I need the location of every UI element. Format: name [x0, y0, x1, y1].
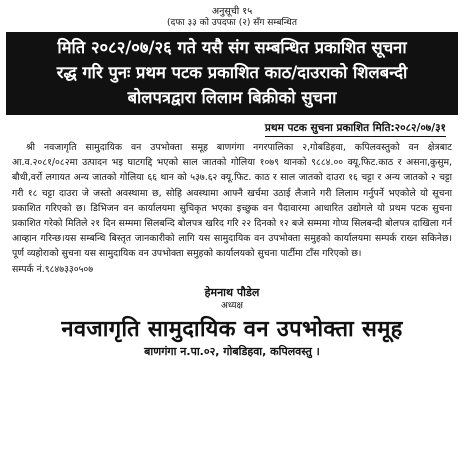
title-line-3: बोलपत्रद्वारा लिलाम बिक्रीको सुचना	[127, 88, 337, 107]
title-banner	[6, 32, 458, 115]
publication-date-heading: प्रथम पटक सुचना प्रकाशित मिति:२०८२/०७/३१	[265, 121, 446, 137]
title-line-2: रद्ध गरि पुनः प्रथम पटक प्रकाशित काठ/दाउराको शिलबन्दी	[56, 63, 408, 82]
subheading-row	[6, 121, 458, 137]
signer-name: हेमनाथ पौडेल	[204, 285, 260, 299]
organization-name: नवजागृति सामुदायिक वन उपभोक्ता समूह	[61, 316, 403, 342]
annex-label: अनुसूची १५	[211, 6, 253, 17]
title-line-1: मिति २०८२/०७/२६ गते यसै संग सम्बन्धित प्रकाशित सूचना	[57, 38, 407, 57]
contact-number: सम्पर्क नं.९८४७३३०५०७	[12, 263, 94, 275]
annex-subtitle: (दफा ३३ को उपदफा (२) सँग सम्बन्धित	[167, 18, 297, 28]
notice-body: श्री नवजागृति सामुदायिक वन उपभोक्ता समूह बाणगंगा नगरपालिका २,गोबडिहवा, कपिलवस्तुको वन क्षेत्रबाट आ.व.२०८१/०८२मा उत्पादन भइ घाटगद्दि भएको साल जातको गोलिया १०७९ थानको ९८८४.०० क्यू.फिट.काठ र असना,कुसुम, बौधी,वर्रो लगायत अन्य जातको गोलिया ६६ थान को ५३७.६२ क्यू.फिट. काठ र साल जातको दाउरा १६ चट्टा र अन्य जातको २ चट्टा गरी १८ चट्टा दाउरा जे जस्तो अवस्थामा छ, सोहि अवस्थामा आफ्नै खर्चमा उठाई लैजाने गरी लिलाम गर्नुपर्ने भएकोले यो सूचना प्रकाशित गरिएको छ। डिभिजन वन कार्यालयमा सुचिकृत भएका इच्छुक वन पैदावारमा आधारित उद्योगले यो प्रथम पटक सुचना प्रकाशित गरेको मितिले २१ दिन सम्ममा सिलबन्दि बोलपत्र खरिद गरि २२ दिनको १२ बजे सम्ममा गोप्य सिलबन्दी बोलपत्र दाखिला गर्न आव्हान गरिन्छ।यस सम्बन्धि बिस्तृत जानकारीको लागि यस सामुदायिक वन उपभोक्ता समुहको कार्यालयमा सम्पर्क राख्न सकिनेछ। पूर्ण व्यहोराको सुचना यस सामुदायिक वन उपभोक्ता समुहको कार्यालयको सुचना पार्टीमा टाँस गरिएको छ।	[12, 142, 452, 260]
organization-address: बाणगंगा न.पा.०२, गोबडिहवा, कपिलवस्तु ।	[144, 344, 320, 358]
signer-role: अध्यक्ष	[221, 300, 243, 311]
